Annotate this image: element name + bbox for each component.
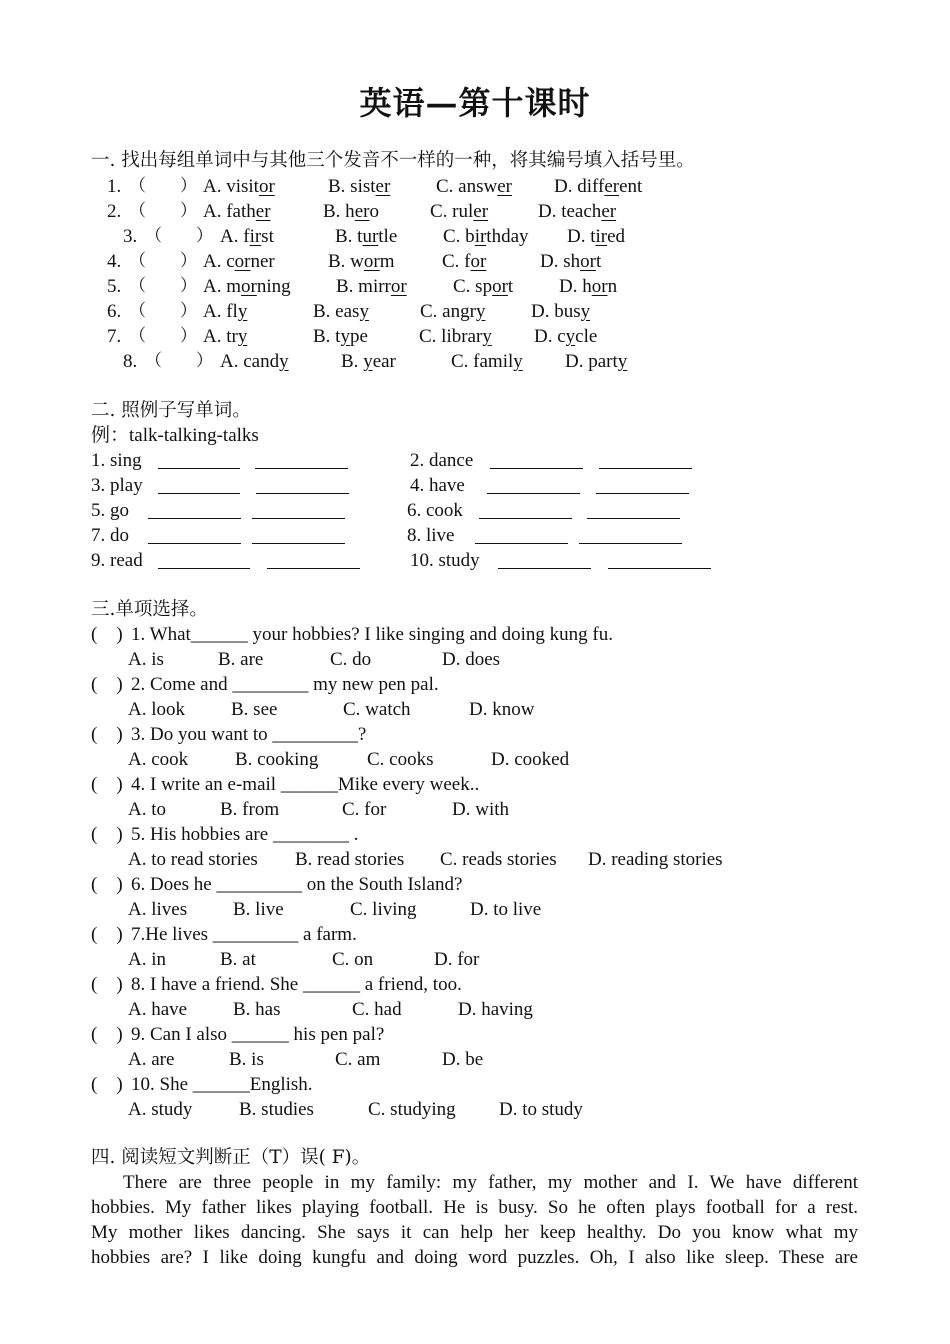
item-number: 2. [107, 201, 122, 222]
answer-parentheses[interactable]: ( ) [91, 1074, 123, 1095]
underlined-letters: er [354, 201, 370, 222]
choice-option: C. cooks [367, 749, 434, 770]
passage-line: My mother likes dancing. She says it can help her keep healthy. Do you know what my [91, 1222, 858, 1243]
question-text: 7.He lives _________ a farm. [131, 924, 357, 945]
underlined-letters: or [234, 251, 251, 272]
section4-heading: 四. 阅读短文判断正（T）误( F)。 [91, 1147, 371, 1168]
phonics-option: C. sport [453, 276, 514, 297]
choice-option: C. living [350, 899, 417, 920]
word-label: 1. sing [91, 450, 142, 471]
item-number: 7. [107, 326, 122, 347]
choice-option: A. cook [128, 749, 189, 770]
underlined-letters: y [237, 326, 248, 347]
answer-parentheses[interactable]: ( ) [91, 824, 123, 845]
phonics-option: C. ruler [430, 201, 489, 222]
choice-option: C. am [335, 1049, 381, 1070]
answer-blank[interactable] [158, 475, 240, 494]
choice-option: B. studies [239, 1099, 314, 1120]
answer-blank[interactable] [252, 500, 345, 519]
underlined-letters: y [340, 326, 350, 347]
choice-option: C. had [352, 999, 402, 1020]
phonics-option: D. party [565, 351, 628, 372]
word-label: 2. dance [410, 450, 474, 471]
item-number: 3. [123, 226, 138, 247]
phonics-option: D. teacher [538, 201, 617, 222]
word-label: 9. read [91, 550, 143, 571]
phonics-option: A. father [203, 201, 271, 222]
choice-option: A. to read stories [128, 849, 258, 870]
phonics-option: D. short [540, 251, 602, 272]
choice-option: D. cooked [491, 749, 570, 770]
answer-blank[interactable] [158, 450, 240, 469]
underlined-letters: or [363, 251, 380, 272]
answer-parentheses[interactable]: （ ） [129, 176, 197, 196]
underlined-letters: y [363, 351, 373, 372]
choice-option: B. has [233, 999, 281, 1020]
answer-parentheses[interactable]: （ ） [129, 301, 197, 321]
underlined-letters: er [375, 176, 391, 197]
word-label: 5. go [91, 500, 129, 521]
section1-heading: 一. 找出每组单词中与其他三个发音不一样的一种，将其编号填入括号里。 [91, 150, 695, 171]
underlined-letters: ur [362, 226, 379, 247]
answer-parentheses[interactable]: ( ) [91, 724, 123, 745]
phonics-option: B. turtle [335, 226, 398, 247]
phonics-option: C. answer [436, 176, 512, 197]
phonics-option: A. first [220, 226, 274, 247]
underlined-letters: y [475, 301, 486, 322]
phonics-option: B. sister [328, 176, 391, 197]
answer-blank[interactable] [579, 525, 682, 544]
item-number: 4. [107, 251, 122, 272]
phonics-option: A. visitor [203, 176, 275, 197]
choice-option: A. is [128, 649, 164, 670]
answer-parentheses[interactable]: （ ） [129, 251, 197, 271]
question-text: 5. His hobbies are ________ . [131, 824, 359, 845]
phonics-option: A. morning [203, 276, 291, 297]
passage-line: hobbies are? I like doing kungfu and doing word puzzles. Oh, I also like sleep. These are [91, 1247, 858, 1268]
phonics-option: B. type [313, 326, 368, 347]
phonics-option: A. candy [220, 351, 289, 372]
answer-blank[interactable] [587, 500, 680, 519]
answer-parentheses[interactable]: ( ) [91, 874, 123, 895]
underlined-letters: y [565, 326, 576, 347]
answer-blank[interactable] [267, 550, 360, 569]
underlined-letters: y [359, 301, 369, 322]
answer-blank[interactable] [252, 525, 345, 544]
choice-option: A. in [128, 949, 166, 970]
passage-line: There are three people in my family: my father, my mother and I. We have different [123, 1172, 858, 1193]
choice-option: C. do [330, 649, 372, 670]
section3-heading: 三.单项选择。 [91, 599, 208, 620]
underlined-letters: ir [474, 226, 487, 247]
underlined-letters: or [591, 276, 608, 297]
question-text: 2. Come and ________ my new pen pal. [131, 674, 439, 695]
question-text: 8. I have a friend. She ______ a friend, too. [131, 974, 462, 995]
phonics-option: B. hero [323, 201, 379, 222]
underlined-letters: y [279, 351, 289, 372]
underlined-letters: ir [595, 226, 608, 247]
underlined-letters: ir [249, 226, 262, 247]
answer-blank[interactable] [148, 525, 241, 544]
answer-parentheses[interactable]: ( ) [91, 1024, 123, 1045]
answer-blank[interactable] [475, 525, 568, 544]
phonics-option: D. tired [567, 226, 626, 247]
item-number: 8. [123, 351, 138, 372]
phonics-option: B. mirror [336, 276, 407, 297]
choice-option: C. for [342, 799, 387, 820]
answer-parentheses[interactable]: ( ) [91, 624, 123, 645]
choice-option: D. with [452, 799, 509, 820]
choice-option: B. at [220, 949, 256, 970]
phonics-option: C. angry [420, 301, 486, 322]
word-label: 10. study [410, 550, 480, 571]
underlined-letters: y [580, 301, 591, 322]
section2-example: 例：talk-talking-talks [91, 425, 259, 446]
choice-option: B. from [220, 799, 280, 820]
phonics-option: A. corner [203, 251, 275, 272]
choice-option: D. reading stories [588, 849, 723, 870]
reading-passage [91, 1170, 858, 1270]
word-label: 3. play [91, 475, 143, 496]
choice-option: D. having [458, 999, 533, 1020]
underlined-letters: or [470, 251, 487, 272]
choice-option: B. cooking [235, 749, 319, 770]
answer-parentheses[interactable]: ( ) [91, 774, 123, 795]
phonics-option: B. year [341, 351, 396, 372]
answer-parentheses[interactable]: （ ） [129, 201, 197, 221]
answer-blank[interactable] [479, 500, 572, 519]
section2-heading: 二. 照例子写单词。 [91, 400, 251, 421]
answer-blank[interactable] [256, 475, 349, 494]
phonics-option: C. birthday [443, 226, 529, 247]
underlined-letters: er [604, 176, 620, 197]
phonics-option: C. family [451, 351, 523, 372]
word-label: 6. cook [407, 500, 463, 521]
answer-blank[interactable] [490, 450, 583, 469]
phonics-option: C. library [419, 326, 492, 347]
underlined-letters: y [237, 301, 248, 322]
question-text: 1. What______ your hobbies? I like singing and doing kung fu. [131, 624, 613, 645]
answer-parentheses[interactable]: （ ） [145, 226, 213, 246]
choice-option: D. does [442, 649, 501, 670]
answer-blank[interactable] [596, 475, 689, 494]
phonics-option: D. cycle [534, 326, 598, 347]
question-text: 10. She ______English. [131, 1074, 313, 1095]
answer-blank[interactable] [487, 475, 580, 494]
phonics-option: A. try [203, 326, 248, 347]
choice-option: C. watch [343, 699, 411, 720]
choice-option: B. read stories [295, 849, 405, 870]
answer-blank[interactable] [599, 450, 692, 469]
choice-option: D. for [434, 949, 480, 970]
phonics-option: D. busy [531, 301, 591, 322]
question-text: 3. Do you want to _________? [131, 724, 367, 745]
underlined-letters: er [255, 201, 271, 222]
choice-option: A. have [128, 999, 188, 1020]
item-number: 5. [107, 276, 122, 297]
phonics-option: B. worm [328, 251, 395, 272]
phonics-option: A. fly [203, 301, 248, 322]
word-label: 4. have [410, 475, 465, 496]
underlined-letters: or [390, 276, 407, 297]
answer-parentheses[interactable]: （ ） [129, 276, 197, 296]
question-text: 4. I write an e-mail ______Mike every week.. [131, 774, 480, 795]
choice-option: B. live [233, 899, 284, 920]
question-text: 9. Can I also ______ his pen pal? [131, 1024, 385, 1045]
choice-option: A. study [128, 1099, 193, 1120]
answer-blank[interactable] [148, 500, 241, 519]
answer-parentheses[interactable]: ( ) [91, 674, 123, 695]
answer-blank[interactable] [255, 450, 348, 469]
page-title: 英语—第十课时 [359, 84, 591, 122]
underlined-letters: y [617, 351, 628, 372]
choice-option: A. lives [128, 899, 188, 920]
choice-option: B. see [231, 699, 278, 720]
choice-option: C. on [332, 949, 374, 970]
answer-parentheses[interactable]: （ ） [145, 351, 213, 371]
question-text: 6. Does he _________ on the South Island? [131, 874, 463, 895]
phonics-option: D. different [554, 176, 643, 197]
choice-option: B. are [218, 649, 264, 670]
underlined-letters: er [473, 201, 489, 222]
answer-parentheses[interactable]: ( ) [91, 974, 123, 995]
underlined-letters: er [497, 176, 512, 197]
choice-option: D. know [469, 699, 535, 720]
answer-blank[interactable] [498, 550, 591, 569]
choice-option: C. studying [368, 1099, 456, 1120]
word-label: 8. live [407, 525, 455, 546]
underlined-letters: or [241, 276, 257, 297]
underlined-letters: er [601, 201, 617, 222]
choice-option: C. reads stories [440, 849, 557, 870]
underlined-letters: y [513, 351, 523, 372]
choice-option: B. is [229, 1049, 264, 1070]
choice-option: A. are [128, 1049, 175, 1070]
choice-option: A. to [128, 799, 166, 820]
underlined-letters: or [492, 276, 508, 297]
choice-option: D. be [442, 1049, 484, 1070]
choice-option: A. look [128, 699, 185, 720]
answer-blank[interactable] [158, 550, 250, 569]
underlined-letters: or [258, 176, 275, 197]
phonics-option: C. for [442, 251, 487, 272]
passage-line: hobbies. My father likes playing football. He is busy. So he often plays football for a rest. [91, 1197, 858, 1218]
underlined-letters: y [482, 326, 492, 347]
answer-parentheses[interactable]: ( ) [91, 924, 123, 945]
choice-option: D. to live [470, 899, 542, 920]
choice-option: D. to study [499, 1099, 583, 1120]
phonics-option: B. easy [313, 301, 369, 322]
answer-parentheses[interactable]: （ ） [129, 326, 197, 346]
item-number: 1. [107, 176, 122, 197]
underlined-letters: or [580, 251, 596, 272]
item-number: 6. [107, 301, 122, 322]
phonics-option: D. horn [559, 276, 618, 297]
word-label: 7. do [91, 525, 129, 546]
answer-blank[interactable] [608, 550, 711, 569]
